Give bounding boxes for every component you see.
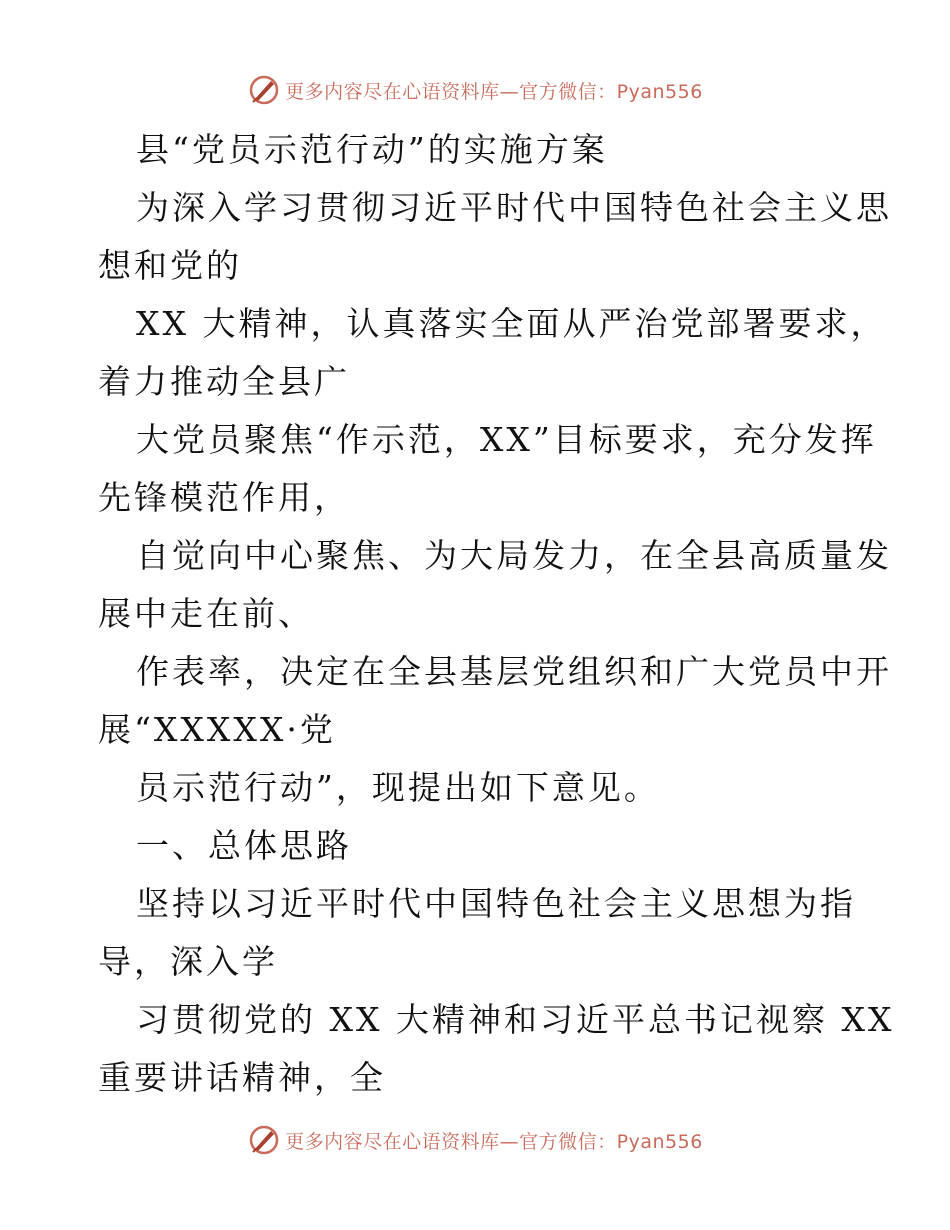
paragraph-line: 展“XXXXX·党 xyxy=(98,710,336,749)
paragraph-line: 展中走在前、 xyxy=(98,594,314,633)
paragraph-line: 员示范行动”，现提出如下意见。 xyxy=(136,768,660,807)
footer-watermark xyxy=(0,1120,950,1160)
paragraph-line: 坚持以习近平时代中国特色社会主义思想为指 xyxy=(136,884,856,923)
paragraph-line: 作表率，决定在全县基层党组织和广大党员中开 xyxy=(136,652,892,691)
paragraph-line: 习贯彻党的 XX 大精神和习近平总书记视察 XX xyxy=(136,1000,895,1039)
paragraph-line: 大党员聚焦“作示范，XX”目标要求，充分发挥 xyxy=(136,420,877,459)
paragraph-line: 自觉向中心聚焦、为大局发力，在全县高质量发 xyxy=(136,536,892,575)
document-title: 县“党员示范行动”的实施方案 xyxy=(136,130,608,169)
document-body xyxy=(98,121,895,1107)
quill-logo-icon xyxy=(247,73,281,107)
paragraph-line: 重要讲话精神，全 xyxy=(98,1058,386,1097)
section-heading: 一、总体思路 xyxy=(136,826,352,865)
paragraph-line: 想和党的 xyxy=(98,246,242,285)
paragraph-line: 着力推动全县广 xyxy=(98,362,350,401)
paragraph-line: 先锋模范作用， xyxy=(98,478,350,517)
paragraph-line: 导，深入学 xyxy=(98,942,278,981)
watermark-text: 更多内容尽在心语资料库—官方微信：Pyan556 xyxy=(285,1130,703,1153)
watermark-text: 更多内容尽在心语资料库—官方微信：Pyan556 xyxy=(285,80,703,103)
header-watermark xyxy=(0,70,950,110)
quill-logo-icon xyxy=(247,1123,281,1157)
paragraph-line: 为深入学习贯彻习近平时代中国特色社会主义思 xyxy=(136,188,892,227)
paragraph-line: XX 大精神，认真落实全面从严治党部署要求， xyxy=(136,304,887,343)
